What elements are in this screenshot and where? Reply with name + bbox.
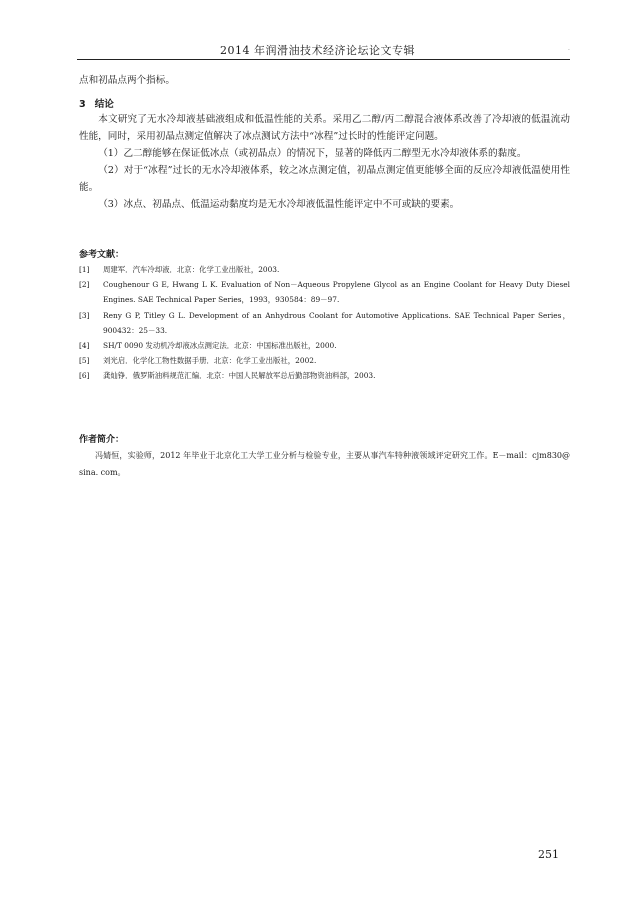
- reference-item: [79, 262, 570, 277]
- reference-item: [79, 308, 570, 338]
- section-heading: [79, 96, 114, 110]
- author-bio: 冯婧恒，实验师，2012 年毕业于北京化工大学工业分析与检验专业，主要从事汽车特种液领域评定研究工作。E－mail：cjm830@ sina. com。: [79, 451, 570, 477]
- paragraph: （1）乙二醇能够在保证低冰点（或初晶点）的情况下，显著的降低丙二醇型无水冷却液体系的黏度。: [98, 148, 527, 159]
- reference-number: [3]: [79, 310, 90, 320]
- paragraph: 本文研究了无水冷却液基础液组成和低温性能的关系。采用乙二醇/丙二醇混合液体系改善了冷却液的低温流动性能，同时，采用初晶点测定值解决了冰点测试方法中“冰程”过长时的性能评定问题。: [79, 114, 570, 142]
- paragraph: （3）冰点、初晶点、低温运动黏度均是无水冷却液低温性能评定中不可或缺的要素。: [98, 199, 460, 210]
- continuation-text: 点和初晶点两个指标。: [79, 75, 175, 86]
- conclusions-body: [79, 111, 570, 213]
- running-header: 2014 年润滑油技术经济论坛论文专辑: [220, 44, 415, 57]
- reference-text: SH/T 0090 发动机冷却液冰点测定法．北京：中国标准出版社，2000.: [103, 341, 337, 351]
- reference-text: 龚灿铮．俄罗斯油料规范汇编．北京：中国人民解放军总后勤部物资油料部，2003.: [103, 371, 376, 381]
- reference-number: [1]: [79, 265, 90, 274]
- reference-text: 刘光启．化学化工物性数据手册．北京：化学工业出版社，2002.: [103, 356, 317, 366]
- references-heading: 参考文献：: [79, 250, 125, 260]
- section-title: 结论: [94, 99, 114, 110]
- reference-item: [79, 353, 570, 368]
- page-number: 251: [538, 848, 559, 861]
- reference-text: 周建军．汽车冷却液．北京：化学工业出版社，2003.: [103, 265, 280, 274]
- section-number: 3: [79, 99, 86, 110]
- reference-item: [79, 338, 570, 353]
- reference-text: Reny G P, Titley G L. Development of an Anhydrous Coolant for Automotive Applications. SAE Technical Paper Series，900432：25－33.: [103, 310, 570, 335]
- reference-number: [4]: [79, 341, 90, 351]
- reference-number: [2]: [79, 280, 90, 290]
- references-list: [79, 262, 570, 384]
- reference-number: [6]: [79, 371, 90, 381]
- reference-number: [5]: [79, 356, 90, 366]
- paragraph: （2）对于“冰程”过长的无水冷却液体系，较之冰点测定值，初晶点测定值更能够全面的反应冷却液低温使用性能。: [79, 165, 570, 193]
- reference-item: [79, 368, 570, 383]
- author-heading: 作者简介：: [79, 435, 125, 445]
- reference-text: Coughenour G E, Hwang L K. Evaluation of Non－Aqueous Propylene Glycol as an Engine Coolant for Heavy Duty Diesel Engines. SAE Technical Paper Series，1993，930584：89－97.: [103, 280, 570, 305]
- reference-item: [79, 277, 570, 307]
- header-rule: [77, 59, 570, 60]
- header-mark: ·: [568, 47, 570, 54]
